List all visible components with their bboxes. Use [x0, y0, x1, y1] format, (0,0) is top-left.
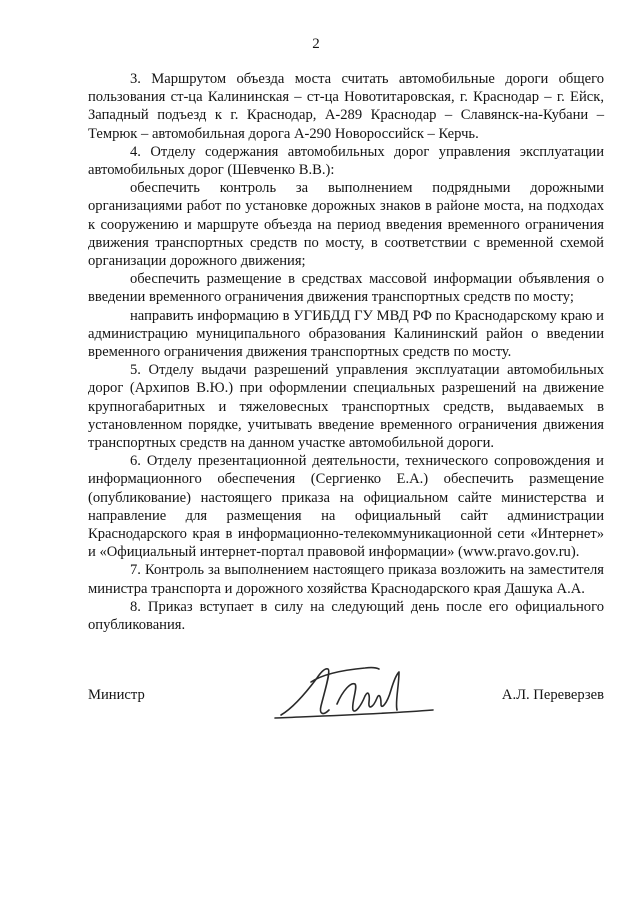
paragraph-6-publication: 6. Отделу презентационной деятельности, технического сопровождения и информационного обеспечения (Сергиенко Е.А.) обеспечить размещение (опубликование) настоящего приказа на официальном сайте министерства и направление для размещения на официальный сайт администрации Краснодарского края в информационно-телекоммуникационной сети «Интернет» и «Официальный интернет-портал правовой информации» (www.pravo.gov.ru). [88, 453, 604, 561]
paragraph-8-effective-date: 8. Приказ вступает в силу на следующий день после его официального опубликования. [88, 598, 604, 634]
paragraph-7-oversight: 7. Контроль за выполнением настоящего приказа возложить на заместителя министра транспорта и дорожного хозяйства Краснодарского края Дашука А.А. [88, 562, 604, 597]
paragraph-5-permits: 5. Отделу выдачи разрешений управления эксплуатации автомобильных дорог (Архипов В.Ю.) при оформлении специальных разрешений на движение крупногабаритных и тяжеловесных транспортных средств, выдаваемых в установленном порядке, учитывать введение временного ограничения движения транспортных средств на данном участке автомобильной дороги. [88, 362, 604, 452]
document-body [88, 70, 604, 634]
signer-title: Министр [88, 687, 145, 703]
signer-name: А.Л. Переверзев [501, 687, 604, 703]
paragraph-4-road-signs-control: обеспечить контроль за выполнением подрядными дорожными организациями работ по установке дорожных знаков в районе моста, на подходах к сооружению и маршруте объезда на период введения временного ограничения движения транспортных средств по мосту, в соответствии с временной схемой организации дорожного движения; [88, 180, 604, 270]
paragraph-4-road-maintenance: 4. Отделу содержания автомобильных дорог управления эксплуатации автомобильных дорог (Шевченко В.В.): [88, 143, 604, 179]
paragraph-4-police-notification: направить информацию в УГИБДД ГУ МВД РФ по Краснодарскому краю и администрацию муниципального образования Калининский район о введении временного ограничения движения транспортных средств по мосту. [88, 307, 604, 361]
paragraph-3-detour-route: 3. Маршрутом объезда моста считать автомобильные дороги общего пользования ст-ца Калининская – ст-ца Новотитаровская, г. Краснодар – г. Ейск, Западный подъезд к г. Краснодар, А-289 Краснодар – Славянск-на-Кубани – Темрюк – автомобильная дорога А-290 Новороссийск – Керчь. [88, 71, 604, 142]
paragraph-4-media-announcement: обеспечить размещение в средствах массовой информации объявления о введении временного ограничения движения транспортных средств по мосту; [88, 271, 604, 306]
handwritten-signature [273, 660, 443, 722]
page-number: 2 [312, 36, 320, 52]
signature-block [88, 660, 604, 730]
